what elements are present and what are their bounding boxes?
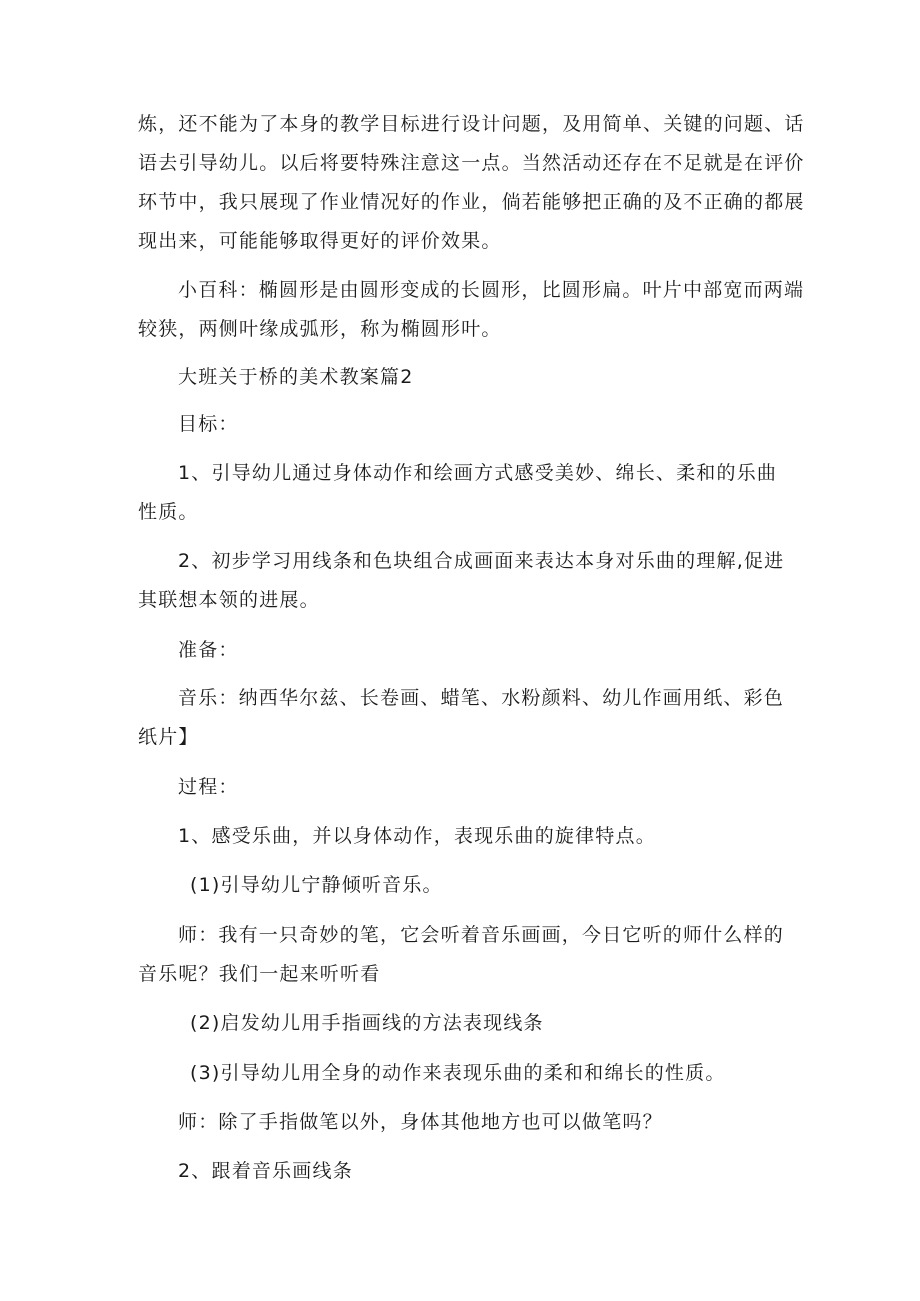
text-line: (1)引导幼儿宁静倾听音乐。 <box>190 874 443 896</box>
process-substep-2 <box>190 1004 840 1043</box>
goal-item-2 <box>138 542 788 620</box>
text-line: 过程： <box>178 776 239 798</box>
text-line: 环节中，我只展现了作业情况好的作业，倘若能够把正确的及不正确的都展 <box>138 191 805 213</box>
process-label <box>178 768 828 807</box>
text-line: 1、引导幼儿通过身体动作和绘画方式感受美妙、绵长、柔和的乐曲 <box>178 462 778 484</box>
paragraph-encyclopedia <box>138 271 805 349</box>
paragraph-reflection <box>138 105 805 261</box>
text-line: 小百科：椭圆形是由圆形变成的长圆形，比圆形扁。叶片中部宽而两端 <box>178 279 805 301</box>
text-line: 音乐：纳西华尔兹、长卷画、蜡笔、水粉颜料、幼儿作画用纸、彩色 <box>178 687 785 709</box>
text-line: 2、初步学习用线条和色块组合成画面来表达本身对乐曲的理解,促进 <box>178 550 785 572</box>
text-line: 大班关于桥的美术教案篇2 <box>178 366 414 388</box>
preparation-materials <box>138 679 788 757</box>
text-line: 1、感受乐曲，并以身体动作，表现乐曲的旋律特点。 <box>178 825 656 847</box>
text-line: 语去引导幼儿。以后将要特殊注意这一点。当然活动还存在不足就是在评价 <box>138 152 805 174</box>
section-heading <box>178 358 828 397</box>
goals-label <box>178 405 828 444</box>
text-line: 准备： <box>178 639 239 661</box>
process-substep-3 <box>190 1054 840 1093</box>
text-line: 性质。 <box>138 501 199 523</box>
teacher-dialogue-1 <box>138 916 788 994</box>
text-line: 音乐呢？我们一起来听听看 <box>138 963 381 985</box>
text-line: 目标： <box>178 413 239 435</box>
text-line: (2)启发幼儿用手指画线的方法表现线条 <box>190 1012 544 1034</box>
text-line: 2、跟着音乐画线条 <box>178 1160 353 1182</box>
process-step-1 <box>178 817 828 856</box>
preparation-label <box>178 631 828 670</box>
process-substep-1 <box>190 866 840 905</box>
text-line: 较狭，两侧叶缘成弧形，称为椭圆形叶。 <box>138 318 502 340</box>
text-line: 现出来，可能能够取得更好的评价效果。 <box>138 230 502 252</box>
text-line: 其联想本领的进展。 <box>138 589 320 611</box>
text-line: 纸片】 <box>138 726 199 748</box>
teacher-dialogue-2 <box>178 1103 828 1142</box>
text-line: 师：除了手指做笔以外，身体其他地方也可以做笔吗？ <box>178 1111 663 1133</box>
text-line: (3)引导幼儿用全身的动作来表现乐曲的柔和和绵长的性质。 <box>190 1062 726 1084</box>
text-line: 炼，还不能为了本身的教学目标进行设计问题，及用简单、关键的问题、话 <box>138 113 805 135</box>
process-step-2 <box>178 1152 828 1191</box>
text-line: 师：我有一只奇妙的笔，它会听着音乐画画，今日它听的师什么样的 <box>178 924 785 946</box>
goal-item-1 <box>138 454 788 532</box>
